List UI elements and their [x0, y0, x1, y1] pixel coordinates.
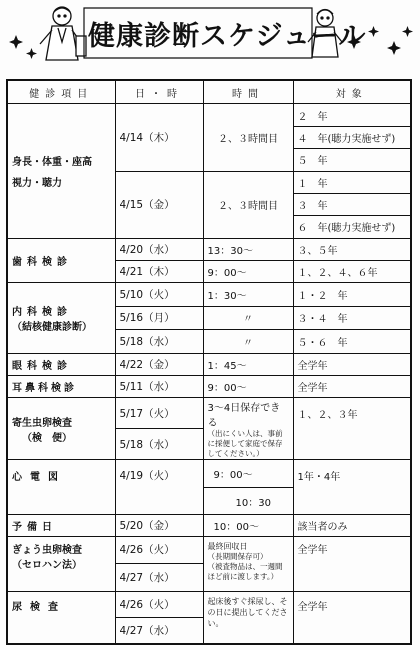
- item-parasite: [7, 398, 115, 460]
- item-sub: （セロハン法）: [12, 559, 82, 571]
- target-cell: ３ 年: [293, 193, 411, 215]
- header-banner: [0, 0, 420, 72]
- table-row: [7, 398, 411, 429]
- time-cell: 9：00～: [203, 375, 293, 397]
- target-cell: 全学年: [293, 591, 411, 644]
- date-cell: 4/26（火）: [115, 536, 203, 563]
- item-urine: 尿検査: [7, 591, 115, 644]
- note-main: 3～4日保存できる: [207, 402, 281, 429]
- item-ent: 耳鼻科検診: [7, 375, 115, 397]
- time-cell: 10：30: [203, 487, 293, 514]
- note-sub: （被査物品は、一週間ほど前に渡します。）: [207, 561, 283, 581]
- time-cell: 1：30～: [203, 283, 293, 306]
- date-cell: 5/18（水）: [115, 429, 203, 460]
- time-cell: 10：00～: [203, 515, 293, 536]
- time-cell: 〃: [203, 330, 293, 353]
- table-row: [7, 515, 411, 536]
- item-dental: 歯科検診: [7, 238, 115, 283]
- target-cell: ３・４ 年: [293, 306, 411, 329]
- item-internal: [7, 283, 115, 353]
- time-cell: 9：00～: [203, 261, 293, 283]
- target-cell: ６ 年(聴力実施せず): [293, 216, 411, 238]
- date-cell: 4/21（木）: [115, 261, 203, 283]
- date-cell: 5/11（水）: [115, 375, 203, 397]
- note-cell: [203, 398, 293, 460]
- item-measurement: [7, 104, 115, 238]
- note-sub: （長期間保存可）: [207, 551, 268, 561]
- item-line: 内科検診: [12, 306, 72, 318]
- target-cell: 1年・4年: [293, 460, 411, 515]
- header-time: 時間: [203, 80, 293, 104]
- target-cell: １、２、４、６年: [293, 261, 411, 283]
- item-line: 視力・聴力: [12, 178, 62, 190]
- target-cell: ３、５年: [293, 238, 411, 260]
- date-cell: 5/17（火）: [115, 398, 203, 429]
- page-title: 健康診断スケジュール: [88, 21, 367, 52]
- target-cell: ５ 年: [293, 149, 411, 171]
- target-cell: ５・６ 年: [293, 330, 411, 353]
- target-cell: １、２、３年: [293, 398, 411, 460]
- date-cell: 4/27（水）: [115, 564, 203, 591]
- date-cell: 5/16（月）: [115, 306, 203, 329]
- target-cell: ４ 年(聴力実施せず): [293, 126, 411, 148]
- date-cell: 4/14（木）: [115, 104, 203, 171]
- note-cell: 起床後すぐ採尿し、その日に提出してください。: [203, 591, 293, 644]
- item-sub: （結核健康診断）: [12, 321, 92, 333]
- table-header-row: [7, 80, 411, 104]
- date-cell: 4/20（水）: [115, 238, 203, 260]
- item-ecg: 心電図: [7, 460, 115, 515]
- header-date: 日・時: [115, 80, 203, 104]
- table-row: [7, 536, 411, 563]
- note-cell: [203, 536, 293, 591]
- item-eye: 眼科検診: [7, 353, 115, 375]
- doctor-illustration-icon: [40, 7, 86, 60]
- item-line: 身長・体重・座高: [12, 157, 92, 169]
- date-cell: 4/26（火）: [115, 591, 203, 617]
- item-line: ぎょう虫卵検査: [12, 544, 82, 556]
- item-sub: （検 便）: [22, 432, 72, 444]
- table-row: [7, 591, 411, 617]
- target-cell: １・２ 年: [293, 283, 411, 306]
- period-cell: ２、３時間目: [203, 171, 293, 238]
- target-cell: 該当者のみ: [293, 515, 411, 536]
- target-cell: ２ 年: [293, 104, 411, 126]
- table-row: [7, 460, 411, 487]
- note-main: 最終回収日: [207, 541, 248, 551]
- header-item: 健診項目: [7, 80, 115, 104]
- note-sub: （出にくい人は、事前に採便して家庭で保存してください。）: [207, 428, 283, 458]
- date-cell: 4/19（火）: [115, 460, 203, 515]
- date-cell: 4/22（金）: [115, 353, 203, 375]
- item-reserve: 予備日: [7, 515, 115, 536]
- target-cell: 全学年: [293, 536, 411, 591]
- date-cell: 4/27（水）: [115, 617, 203, 644]
- period-cell: ２、３時間目: [203, 104, 293, 171]
- table-row: [7, 353, 411, 375]
- time-cell: 1：45～: [203, 353, 293, 375]
- date-cell: 5/20（金）: [115, 515, 203, 536]
- date-cell: 5/18（水）: [115, 330, 203, 353]
- header-target: 対象: [293, 80, 411, 104]
- date-cell: 5/10（火）: [115, 283, 203, 306]
- target-cell: 全学年: [293, 375, 411, 397]
- table-row: [7, 238, 411, 260]
- date-cell: 4/15（金）: [115, 171, 203, 238]
- time-cell: 〃: [203, 306, 293, 329]
- item-pinworm: [7, 536, 115, 591]
- time-cell: 9：00～: [203, 460, 293, 487]
- item-line: 寄生虫卵検査: [12, 417, 72, 429]
- schedule-table: [6, 79, 412, 645]
- table-row: [7, 104, 411, 126]
- table-row: [7, 375, 411, 397]
- table-row: [7, 283, 411, 306]
- target-cell: １ 年: [293, 171, 411, 193]
- target-cell: 全学年: [293, 353, 411, 375]
- time-cell: 13：30～: [203, 238, 293, 260]
